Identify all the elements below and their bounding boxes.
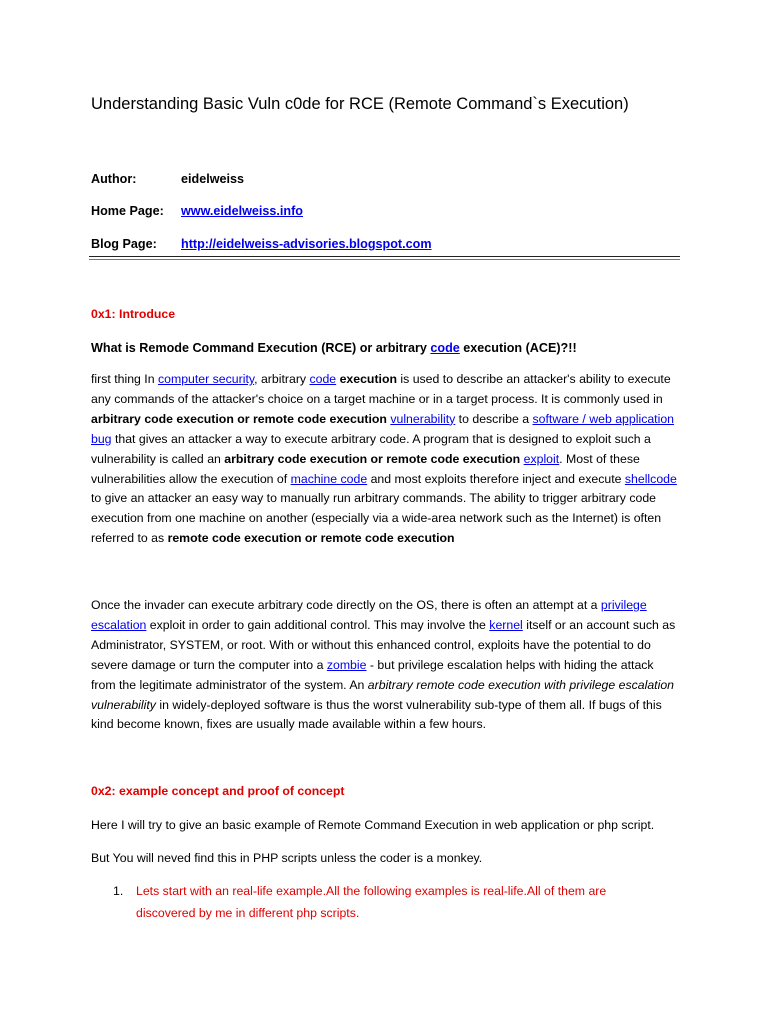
shellcode-link[interactable]: shellcode bbox=[624, 471, 677, 486]
p2-text: itself or an account such as Administrator, SYSTEM, or root. With or without this enhanced control, exploits have the potential to do severe damage or turn the computer into a bbox=[91, 617, 676, 672]
p1-bold-text: execution bbox=[336, 372, 397, 386]
p1-text: , arbitrary bbox=[254, 372, 310, 386]
example-warning-line: But You will neved find this in PHP scripts unless the coder is a monkey. bbox=[91, 851, 483, 865]
p2-italic-text: arbitrary remote code execution with privilege escalation vulnerability bbox=[91, 677, 675, 712]
section-heading-introduce: 0x1: Introduce bbox=[91, 307, 176, 321]
question-text-pre: What is Remode Command Execution (RCE) or arbitrary bbox=[91, 341, 431, 355]
p1-text: is used to describe an attacker's ability to execute any commands of the attacker's choice on a target machine or in a target process. It is commonly used in bbox=[91, 372, 671, 406]
p1-bold-text: arbitrary code execution or remote code execution bbox=[91, 411, 387, 426]
p1-text: . Most of these vulnerabilities allow the execution of bbox=[91, 451, 640, 486]
escalation-paragraph bbox=[91, 596, 681, 735]
p1-bold-text: arbitrary code execution or remote code execution bbox=[224, 451, 521, 466]
software-bug-link[interactable]: software / web application bug bbox=[91, 411, 675, 446]
document-title: Understanding Basic Vuln c0de for RCE (Remote Command`s Execution) bbox=[91, 95, 629, 113]
p1-text: to give an attacker an easy way to manually run arbitrary commands. The ability to trigger arbitrary code execution from one machine on another (especially via a wide-area network such as the Internet) is often referred to as bbox=[91, 491, 662, 546]
homepage-link[interactable]: www.eidelweiss.info bbox=[181, 204, 304, 218]
p1-text: and most exploits therefore inject and execute bbox=[367, 471, 625, 486]
computer-security-link[interactable]: computer security bbox=[157, 372, 255, 386]
author-label: Author: bbox=[91, 172, 137, 186]
p1-text: that gives an attacker a way to execute arbitrary code. A program that is designed to exploit such a vulnerability is called an bbox=[91, 431, 651, 466]
author-value: eidelweiss bbox=[181, 172, 245, 186]
list-text: Lets start with an real-life example.All the following examples is real-life.All of them are discovered by me in different php scripts. bbox=[136, 884, 607, 920]
p2-text: - but privilege escalation helps with hiding the attack from the legitimate administrator of the system. An bbox=[91, 657, 654, 692]
p2-text: in widely-deployed software is thus the worst vulnerability sub-type of them all. If bugs of this kind become known, fixes are usually made available within a few hours. bbox=[91, 697, 662, 732]
homepage-row bbox=[91, 202, 303, 220]
p1-text: first thing In bbox=[91, 372, 158, 386]
privilege-escalation-link[interactable]: privilege escalation bbox=[91, 598, 647, 632]
blog-link[interactable]: http://eidelweiss-advisories.blogspot.com bbox=[181, 237, 432, 251]
p2-text: Once the invader can execute arbitrary code directly on the OS, there is often an attempt at a bbox=[91, 598, 601, 612]
blog-label: Blog Page: bbox=[91, 237, 157, 251]
zombie-link[interactable]: zombie bbox=[326, 657, 367, 672]
intro-paragraph bbox=[91, 370, 681, 549]
exploit-link[interactable]: exploit bbox=[523, 451, 560, 466]
homepage-label: Home Page: bbox=[91, 204, 164, 218]
code-link[interactable]: code bbox=[309, 372, 337, 386]
p2-text: exploit in order to gain additional control. This may involve the bbox=[146, 617, 490, 632]
author-row bbox=[91, 170, 244, 188]
question-text-post: execution (ACE)?!! bbox=[459, 341, 577, 355]
p1-text: to describe a bbox=[455, 411, 533, 426]
list-number: 1. bbox=[113, 884, 124, 898]
intro-question bbox=[91, 339, 577, 357]
header-divider-secondary bbox=[89, 259, 680, 260]
blog-row bbox=[91, 235, 432, 253]
p1-bold-text: remote code execution or remote code execution bbox=[167, 531, 455, 546]
vulnerability-link[interactable]: vulnerability bbox=[390, 411, 456, 426]
kernel-link[interactable]: kernel bbox=[489, 617, 523, 632]
section-heading-example: 0x2: example concept and proof of concept bbox=[91, 784, 345, 798]
example-intro-line: Here I will try to give an basic example of Remote Command Execution in web application or php script. bbox=[91, 818, 655, 832]
machine-code-link[interactable]: machine code bbox=[290, 471, 368, 486]
question-code-link[interactable]: code bbox=[430, 341, 460, 355]
header-divider bbox=[89, 256, 680, 257]
